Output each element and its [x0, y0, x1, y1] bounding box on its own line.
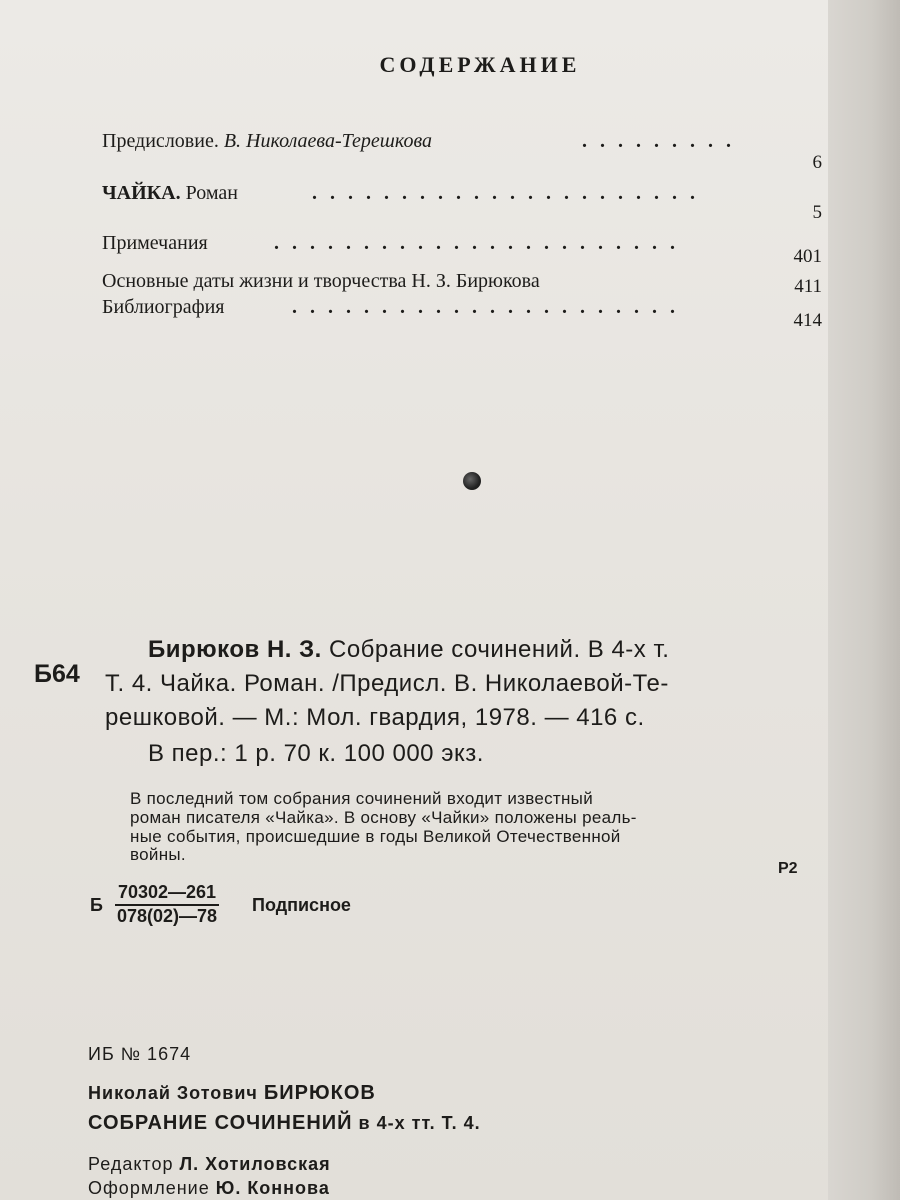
catalog-price-line: В пер.: 1 р. 70 к. 100 000 экз.: [148, 740, 484, 767]
section-bullet-ornament: [463, 472, 481, 490]
imprint-work-volume: в 4-х тт. Т. 4.: [358, 1113, 481, 1133]
toc-entry-title: Библиография: [102, 296, 225, 318]
toc-page-number: 401: [793, 246, 822, 267]
imprint-ib-number: ИБ № 1674: [88, 1044, 192, 1064]
toc-leader-dots: ......................: [312, 182, 708, 204]
toc-entry-title: Примечания: [102, 232, 208, 254]
imprint-design: [88, 1178, 330, 1199]
annotation-line-4: войны.: [130, 845, 186, 864]
imprint-editor-label: Редактор: [88, 1154, 174, 1174]
index-letter: Б: [90, 895, 103, 915]
toc-page-number: 5: [812, 202, 822, 223]
imprint-author: [88, 1082, 376, 1105]
toc-leader-dots: ......................: [292, 296, 688, 318]
toc-page-number: 411: [794, 276, 822, 297]
toc-leader-dots: .........: [582, 130, 744, 152]
annotation-line-1: В последний том собрания сочинений входит известный: [130, 789, 594, 808]
imprint-design-name: Ю. Коннова: [215, 1178, 330, 1198]
index-fraction: [115, 882, 219, 927]
annotation-line-2: роман писателя «Чайка». В основу «Чайки» положены реаль-: [130, 808, 637, 827]
toc-page-number: 414: [793, 310, 822, 331]
catalog-line-1: [148, 636, 669, 664]
imprint-editor-name: Л. Хотиловская: [179, 1154, 331, 1174]
toc-entry-subtitle: Роман: [185, 182, 238, 204]
toc-entry-title: Основные даты жизни и творчества Н. З. Бирюкова: [102, 270, 540, 292]
toc-entry-preface: [102, 130, 822, 172]
catalog-author: Бирюков Н. З.: [148, 636, 322, 663]
catalog-code: Б64: [34, 660, 80, 688]
catalog-line-2: Т. 4. Чайка. Роман. /Предисл. В. Николаевой-Те-: [105, 670, 669, 697]
toc-leader-dots: .......................: [274, 232, 688, 254]
imprint-design-label: Оформление: [88, 1178, 210, 1198]
imprint-work-title: СОБРАНИЕ СОЧИНЕНИЙ: [88, 1112, 353, 1134]
toc-page-number: 6: [812, 152, 822, 173]
index-denominator: 078(02)—78: [117, 906, 218, 926]
imprint-author-last: БИРЮКОВ: [263, 1082, 376, 1104]
contents-heading: СОДЕРЖАНИЕ: [379, 52, 581, 77]
facing-page-edge: [828, 0, 900, 1200]
toc-entry-author: В. Николаева-Терешкова: [223, 130, 433, 152]
classification-code: Р2: [778, 860, 798, 877]
imprint-author-first: Николай Зотович: [88, 1083, 258, 1103]
catalog-title: Собрание сочинений. В 4-х т.: [328, 636, 670, 663]
index-numerator: 70302—261: [117, 882, 217, 902]
toc-entry-bibliography: [102, 296, 822, 332]
toc-entry-notes: [102, 232, 822, 267]
imprint-work: [88, 1112, 481, 1135]
subscription-label: Подписное: [252, 895, 351, 915]
annotation-line-3: ные события, происшедшие в годы Великой Отечественной: [130, 827, 621, 846]
toc-entry-title: ЧАЙКА.: [102, 182, 181, 204]
toc-entry-title: Предисловие.: [102, 130, 219, 152]
imprint-editor: [88, 1154, 331, 1175]
catalog-line-3: решковой. — М.: Мол. гвардия, 1978. — 416 с.: [105, 704, 645, 731]
toc-entry-novel: [102, 182, 822, 224]
